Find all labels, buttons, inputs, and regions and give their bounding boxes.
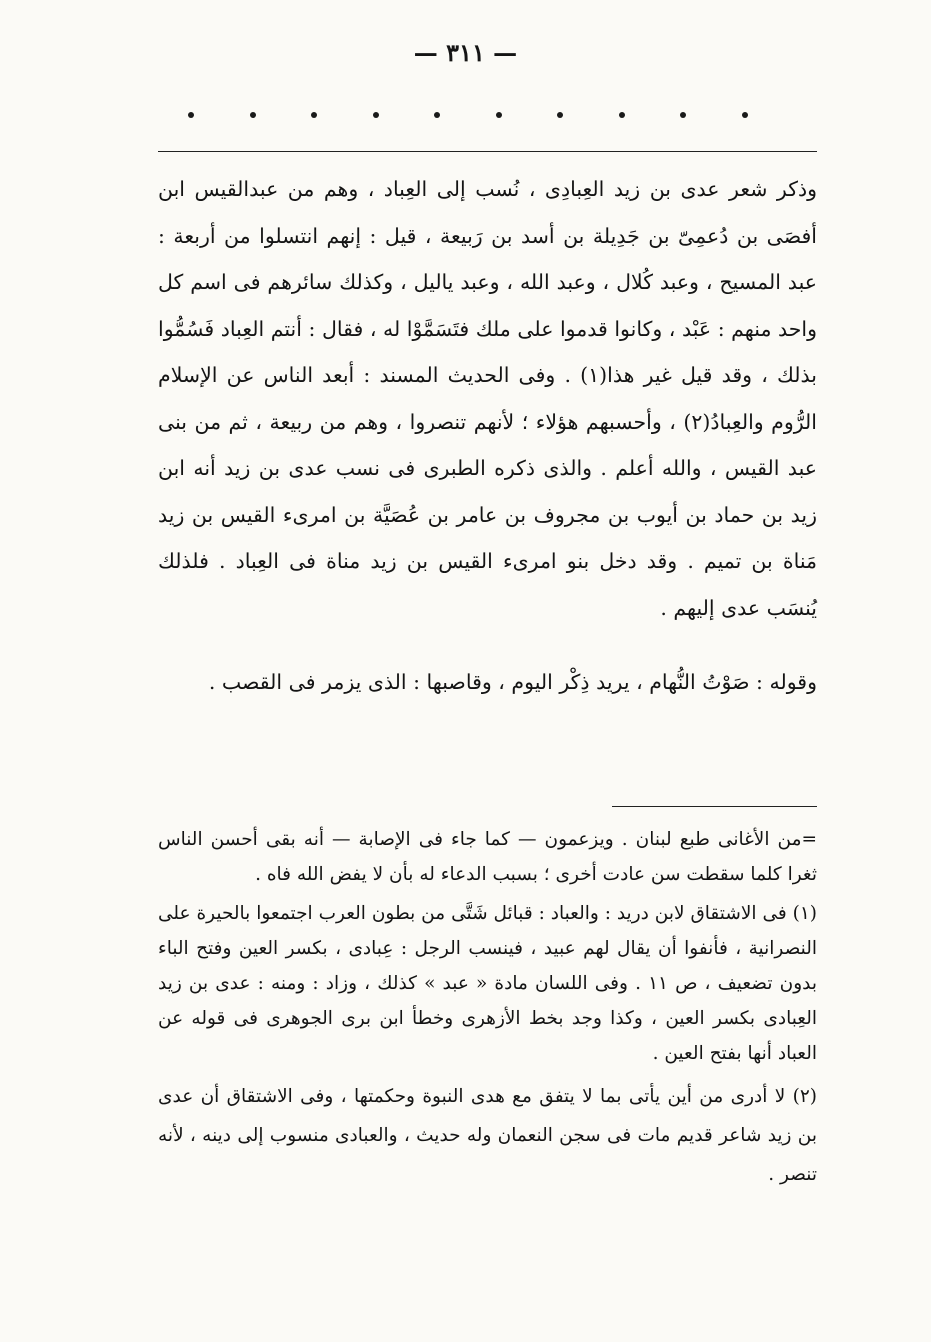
main-text — [158, 166, 817, 706]
ornament-dot — [496, 112, 502, 118]
page-number: — ٣١١ — — [413, 38, 518, 67]
ornament-dot — [250, 112, 256, 118]
main-paragraph: وذكر شعر عدى بن زيد العِبادِى ، نُسب إلى العِباد ، وهم من عبدالقيس ابن أفصَى بن دُعمِىّ بن جَدِيلة بن أسد بن رَبيعة ، قيل : إنهم انتسلوا من أربعة : عبد المسيح ، وعبد كُلال ، وعبد الله ، وعبد ياليل ، وكذلك سائرهم فى اسم كل واحد منهم : عَبْد ، وكانوا قدموا على ملك فتَسَمَّوْا له ، فقال : أنتم العِباد فَسُمُّوا بذلك ، وقد قيل غير هذا(١) . وفى الحديث المسند : أبعد الناس عن الإسلام الرُّوم والعِبادُ(٢) ، وأحسبهم هؤلاء ؛ لأنهم تنصروا ، وهم من ربيعة ، ثم من بنى عبد القيس ، والله أعلم . والذى ذكره الطبرى فى نسب عدى بن زيد أنه ابن زيد بن حماد بن أيوب بن مجروف بن عامر بن عُصَيَّة بن امرىء القيس بن زيد مَناة بن تميم . وقد دخل بنو امرىء القيس بن زيد مناة فى العِباد . فلذلك يُنسَب عدى إليهم . — [158, 177, 817, 620]
ornament-dot — [742, 112, 748, 118]
footnote-1: (١) فى الاشتقاق لابن دريد : والعباد : قبائل شَتَّى من بطون العرب اجتمعوا بالحيرة على النصرانية ، فأنفوا أن يقال لهم عبيد ، فينسب الرجل : عِبادى ، بكسر العين وفتح الباء بدون تضعيف ، ص ١١ . وفى اللسان مادة « عبد » كذلك ، وزاد : ومنه : عدى بن زيد العِبادى بكسر العين ، وكذا وجد بخط الأزهرى وخطأ ابن برى الجوهرى فى قوله عن العباد أنها بفتح العين . — [158, 903, 817, 1064]
footnote-separator — [612, 806, 817, 807]
footnotes — [158, 822, 817, 1194]
footnote-continuation: =من الأغانى طبع لبنان . ويزعمون — كما جاء فى الإصابة — أنه بقى أحسن الناس ثغرا كلما سقطت سن عادت أخرى ؛ بسبب الدعاء له بأن لا يفض الله فاه . — [158, 829, 817, 885]
ornament-dot — [373, 112, 379, 118]
ornament-dot — [311, 112, 317, 118]
header-rule — [158, 151, 817, 152]
ornament-dot — [434, 112, 440, 118]
ornament-dot — [619, 112, 625, 118]
ornament-dot — [557, 112, 563, 118]
ornamental-dot-row — [188, 112, 748, 118]
footnote-2: (٢) لا أدرى من أين يأتى بما لا يتفق مع هدى النبوة وحكمتها ، وفى الاشتقاق أن عدى بن زيد شاعر قديم مات فى سجن النعمان وله حديث ، والعبادى منسوب إلى دينه ، لأنه تنصر . — [158, 1086, 817, 1185]
main-paragraph: وقوله : صَوْتُ النُّهام ، يريد ذِكْر اليوم ، وقاصبها : الذى يزمر فى القصب . — [208, 670, 817, 694]
ornament-dot — [680, 112, 686, 118]
ornament-dot — [188, 112, 194, 118]
